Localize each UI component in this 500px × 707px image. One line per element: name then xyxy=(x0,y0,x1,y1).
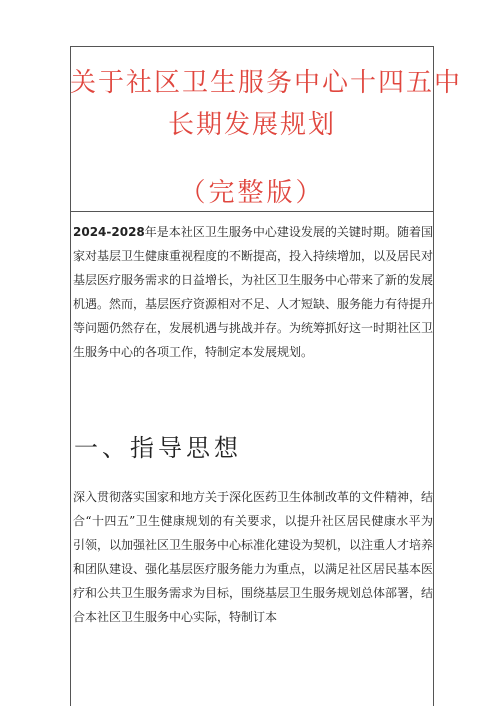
document-title-line-1: 关于社区卫生服务中心十四五中 xyxy=(70,68,463,98)
title-block xyxy=(70,46,463,212)
section-1-paragraph: 深入贯彻落实国家和地方关于深化医药卫生体制改革的文件精神，结合“十四五”卫生健康规划的有关要求，以提升社区居民健康水平为引领，以加强社区卫生服务中心标准化建设为契机，以注重人才培养和团队建设、强化基层医疗服务能力为重点，以满足社区居民基本医疗和公共卫生服务需求为目标，围绕基层卫生服务规划总体部署，结合本社区卫生服务中心实际，特制订本 xyxy=(73,490,434,624)
section-heading-guiding-ideology: 一、指导思想 xyxy=(74,434,242,462)
intro-year-range: 2024-2028 xyxy=(73,225,145,239)
intro-paragraph xyxy=(73,220,433,364)
document-title-line-2: 长期发展规划 xyxy=(167,110,336,140)
document-edition-label: （完整版） xyxy=(179,178,325,208)
intro-text: 年是本社区卫生服务中心建设发展的关键时期。随着国家对基层卫生健康重视程度的不断提高，投入持续增加，以及居民对基层医疗服务需求的日益增长，为社区卫生服务中心带来了新的发展机遇。然而，基层医疗资源相对不足、人才短缺、服务能力有待提升等问题仍然存在，发展机遇与挑战并存。为统筹抓好这一时期社区卫生服务中心的各项工作，特制定本发展规划。 xyxy=(73,225,434,359)
